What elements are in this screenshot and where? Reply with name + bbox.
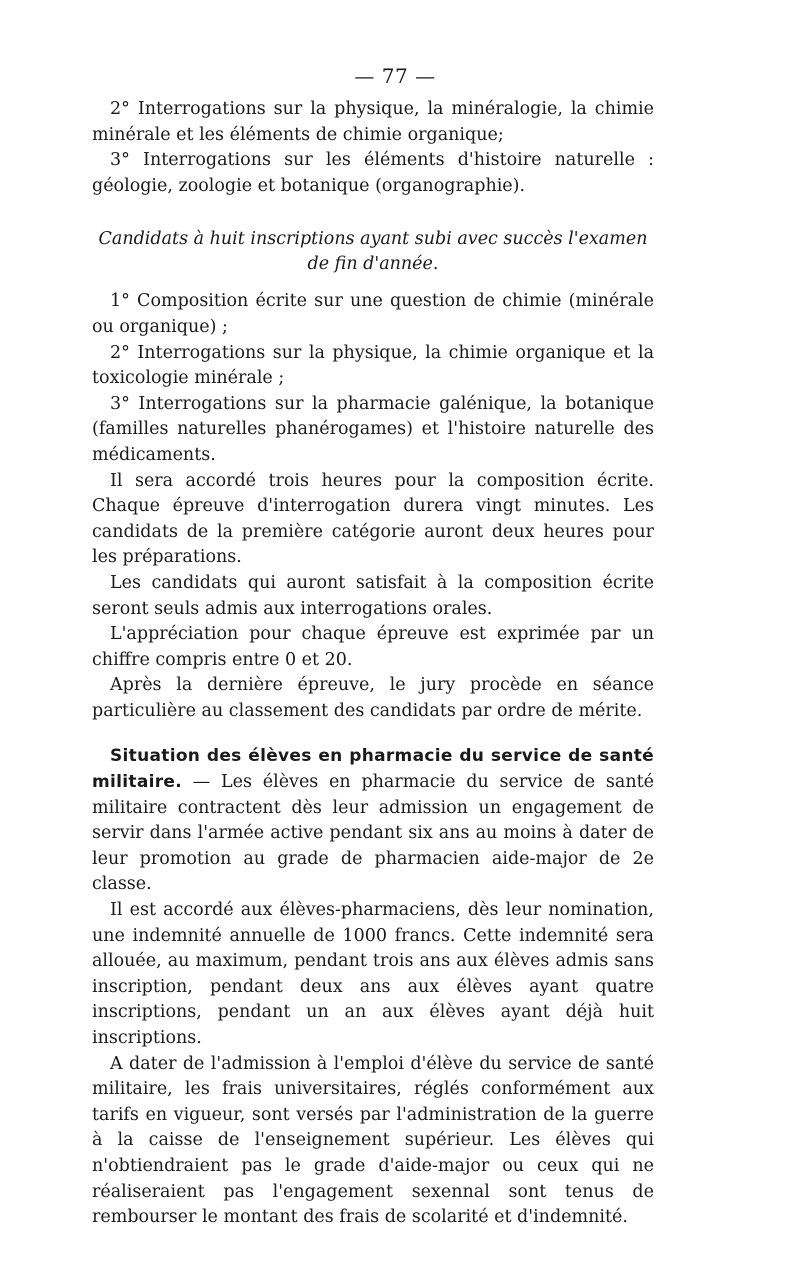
- section-spacer: [92, 724, 654, 744]
- intro-item-2: 2° Interrogations sur la physique, la minéralogie, la chimie minérale et les éléments de chimie organique;: [92, 99, 654, 145]
- exam-item-2: 2° Interrogations sur la physique, la chimie organique et la toxicologie minérale ;: [92, 342, 654, 389]
- section-lead-text: — Les élèves en pharmacie du service de santé militaire contractent dès leur admission un engagement de servir dans l'armée active pendant six ans au moins à dater de leur promotion au grade de pharmacien aide-major de 2e classe.: [92, 772, 654, 895]
- document-page: [92, 62, 654, 1231]
- exam-rule-grading: L'appréciation pour chaque épreuve est exprimée par un chiffre compris entre 0 et 20.: [92, 624, 654, 670]
- section-intro-paragraph: [92, 744, 654, 898]
- exam-rule-admission: Les candidats qui auront satisfait à la composition écrite seront seuls admis aux interrogations orales.: [92, 572, 654, 619]
- exam-item-1: 1° Composition écrite sur une question de chimie (minérale ou organique) ;: [92, 291, 654, 337]
- intro-item-3: 3° Interrogations sur les éléments d'histoire naturelle : géologie, zoologie et botanique (organographie).: [92, 150, 654, 196]
- subheading-eight-inscriptions: Candidats à huit inscriptions ayant subi avec succès l'examen de fin d'année.: [98, 229, 648, 275]
- section-paragraph-indemnity: Il est accordé aux élèves-pharmaciens, dès leur nomination, une indemnité annuelle de 1000 francs. Cette indemnité sera allouée, au maximum, pendant trois ans aux élèves admis sans inscription, pendant deux ans aux élèves ayant quatre inscriptions, pendant un an aux élèves ayant déjà huit inscriptions.: [92, 900, 654, 1048]
- exam-rule-ranking: Après la dernière épreuve, le jury procède en séance particulière au classement des candidats par ordre de mérite.: [92, 675, 654, 721]
- exam-item-3: 3° Interrogations sur la pharmacie galénique, la botanique (familles naturelles phanérogames) et l'histoire naturelle des médicaments.: [92, 393, 654, 465]
- section-paragraph-fees: A dater de l'admission à l'emploi d'élève du service de santé militaire, les frais universitaires, réglés conformément aux tarifs en vigueur, sont versés par l'administration de la guerre à la caisse de l'enseignement supérieur. Les élèves qui n'obtiendraient pas le grade d'aide-major ou ceux qui ne réaliseraient pas l'engagement sexennal sont tenus de rembourser le montant des frais de scolarité et d'indemnité.: [92, 1053, 654, 1228]
- section-title: Situation des élèves en pharmacie du service de santé militaire.: [92, 746, 654, 793]
- exam-rule-duration: Il sera accordé trois heures pour la composition écrite. Chaque épreuve d'interrogation durera vingt minutes. Les candidats de la première catégorie auront deux heures pour les préparations.: [92, 470, 654, 568]
- page-number: — 77 —: [354, 64, 436, 88]
